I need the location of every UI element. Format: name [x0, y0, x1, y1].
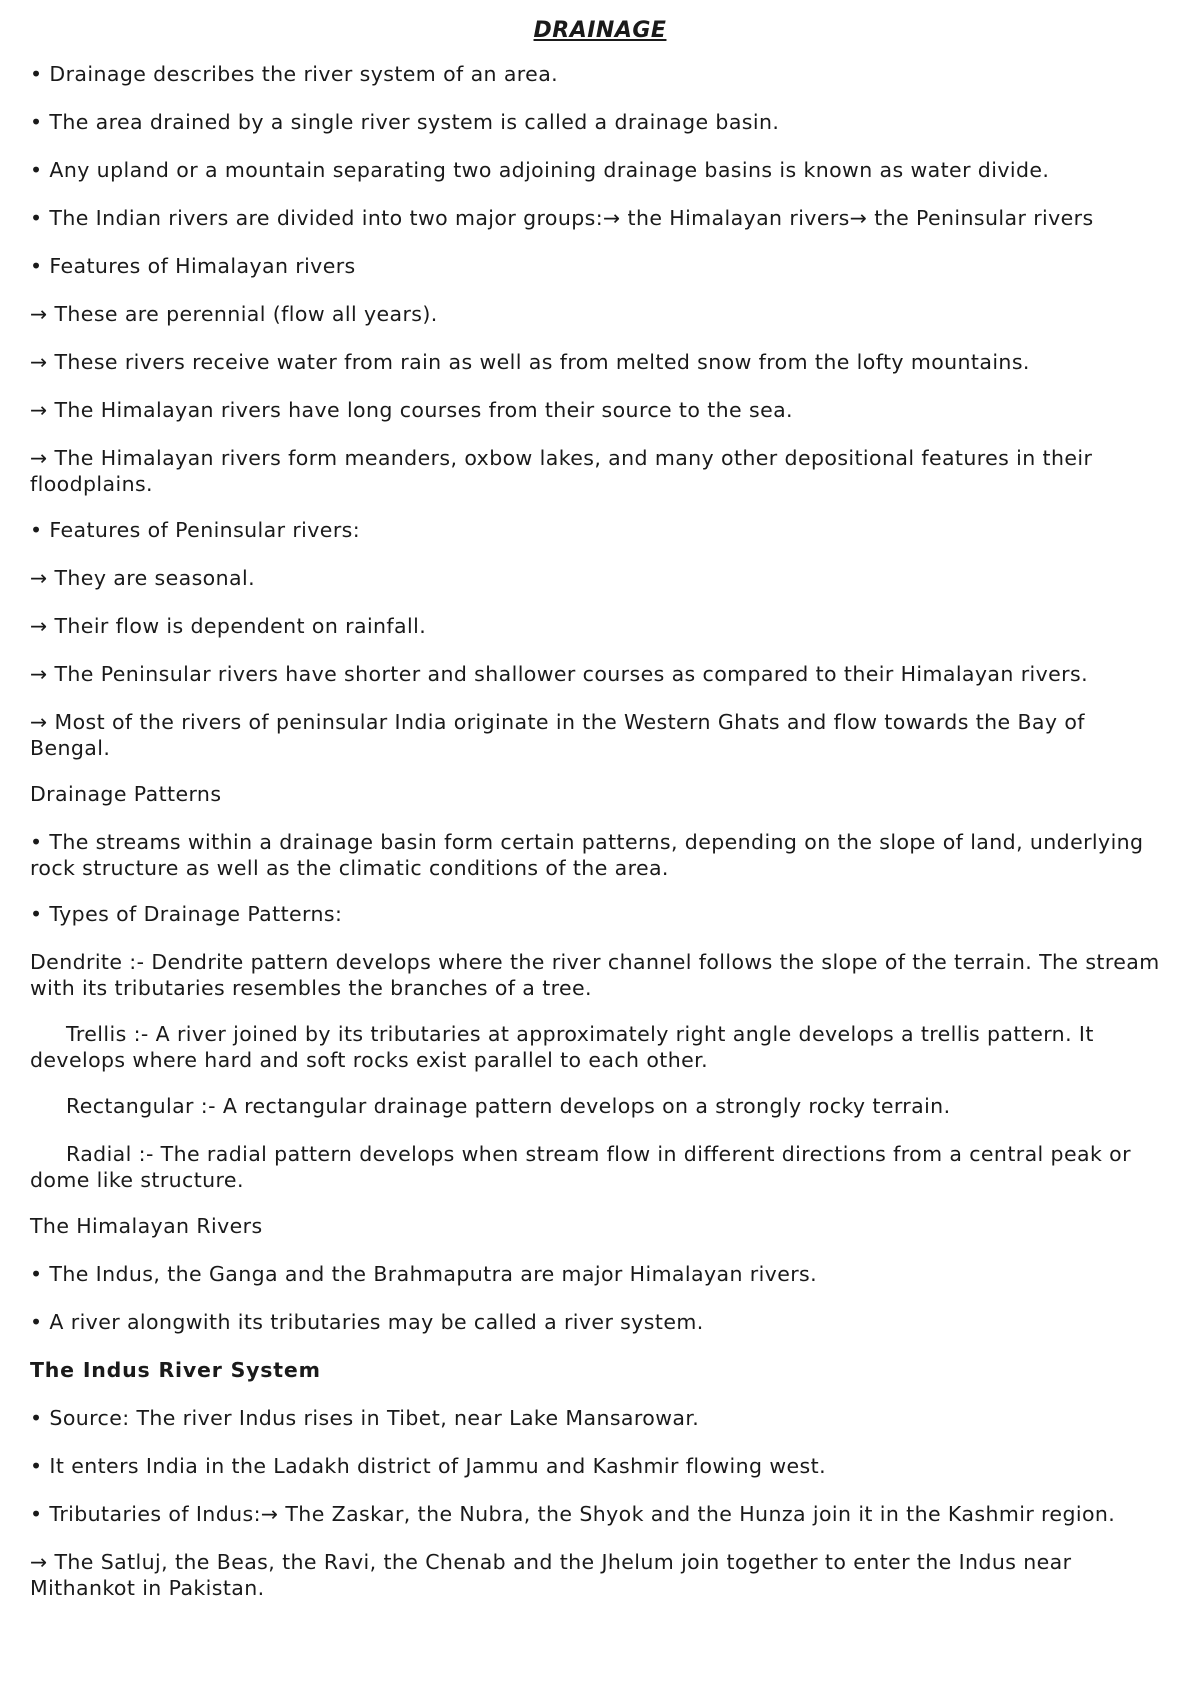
bullet-river-groups: • The Indian rivers are divided into two major groups:→ the Himalayan rivers→ the Peninsular rivers	[30, 206, 1094, 230]
arrow-indus-mithankot: → The Satluj, the Beas, the Ravi, the Chenab and the Jhelum join together to enter the Indus near Mithankot in Pakistan.	[30, 1550, 1072, 1600]
arrow-rainfall: → Their flow is dependent on rainfall.	[30, 614, 427, 638]
pattern-radial: Radial :- The radial pattern develops when stream flow in different directions from a central peak or dome like structure.	[30, 1142, 1131, 1192]
page-title: DRAINAGE	[533, 18, 667, 43]
arrow-meanders: → The Himalayan rivers form meanders, oxbow lakes, and many other depositional features in their floodplains.	[30, 446, 1093, 496]
bullet-major-himalayan-rivers: • The Indus, the Ganga and the Brahmaputra are major Himalayan rivers.	[30, 1262, 818, 1286]
section-heading-drainage-patterns: Drainage Patterns	[30, 782, 222, 806]
arrow-seasonal: → They are seasonal.	[30, 566, 255, 590]
bullet-stream-patterns: • The streams within a drainage basin form certain patterns, depending on the slope of land, underlying rock structure as well as the climatic conditions of the area.	[30, 830, 1144, 880]
pattern-trellis: Trellis :- A river joined by its tributaries at approximately right angle develops a trellis pattern. It develops where hard and soft rocks exist parallel to each other.	[30, 1022, 1094, 1072]
pattern-rectangular: Rectangular :- A rectangular drainage pattern develops on a strongly rocky terrain.	[66, 1094, 951, 1118]
bullet-indus-source: • Source: The river Indus rises in Tibet, near Lake Mansarowar.	[30, 1406, 700, 1430]
arrow-western-ghats: → Most of the rivers of peninsular India originate in the Western Ghats and flow towards the Bay of Bengal.	[30, 710, 1085, 760]
bullet-river-system: • A river alongwith its tributaries may be called a river system.	[30, 1310, 704, 1334]
arrow-shorter-courses: → The Peninsular rivers have shorter and shallower courses as compared to their Himalayan rivers.	[30, 662, 1088, 686]
section-heading-himalayan-rivers: The Himalayan Rivers	[30, 1214, 263, 1238]
document-page	[30, 18, 1170, 1621]
bullet-indus-enters-india: • It enters India in the Ladakh district of Jammu and Kashmir flowing west.	[30, 1454, 826, 1478]
bullet-drainage-basin: • The area drained by a single river system is called a drainage basin.	[30, 110, 780, 134]
bullet-indus-tributaries: • Tributaries of Indus:→ The Zaskar, the Nubra, the Shyok and the Hunza join it in the Kashmir region.	[30, 1502, 1116, 1526]
arrow-long-courses: → The Himalayan rivers have long courses from their source to the sea.	[30, 398, 793, 422]
arrow-perennial: → These are perennial (flow all years).	[30, 302, 438, 326]
arrow-water-sources: → These rivers receive water from rain as well as from melted snow from the lofty mountains.	[30, 350, 1030, 374]
section-heading-indus-system: The Indus River System	[30, 1358, 321, 1382]
bullet-peninsular-features-heading: • Features of Peninsular rivers:	[30, 518, 361, 542]
pattern-dendrite: Dendrite :- Dendrite pattern develops where the river channel follows the slope of the terrain. The stream with its tributaries resembles the branches of a tree.	[30, 950, 1160, 1000]
bullet-water-divide: • Any upland or a mountain separating two adjoining drainage basins is known as water divide.	[30, 158, 1050, 182]
bullet-drainage-definition: • Drainage describes the river system of an area.	[30, 62, 559, 86]
bullet-types-heading: • Types of Drainage Patterns:	[30, 902, 343, 926]
bullet-himalayan-features-heading: • Features of Himalayan rivers	[30, 254, 356, 278]
